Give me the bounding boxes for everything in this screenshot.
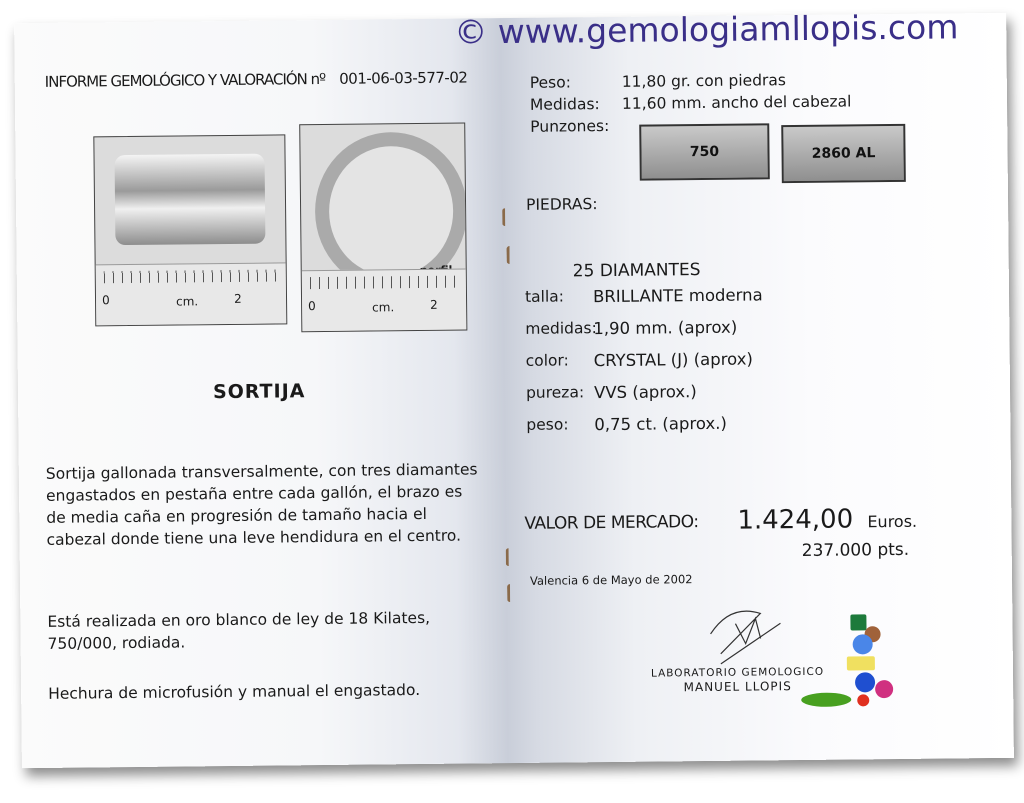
stone-row-label: talla: — [524, 287, 565, 306]
ruler — [302, 268, 467, 331]
hallmark-stamp-maker: 2860 AL — [781, 124, 906, 183]
stone-row-label: medidas: — [525, 319, 597, 338]
medidas-label: Medidas: — [529, 95, 600, 114]
certificate-document — [14, 7, 1014, 768]
euros-unit: Euros. — [867, 511, 918, 532]
ruler-two: 2 — [233, 291, 242, 306]
piedras-label: PIEDRAS: — [525, 195, 598, 214]
lab-line1: LABORATORIO GEMOLOGICO — [650, 665, 825, 680]
stones-table — [524, 285, 763, 448]
issue-date: Valencia 6 de Mayo de 2002 — [529, 572, 693, 588]
market-value-pesetas: 237.000 pts. — [801, 539, 910, 561]
market-value-euros: 1.424,00 — [737, 504, 854, 536]
stone-row-value: CRYSTAL (J) (aprox) — [593, 349, 754, 371]
ring-profile-photo — [299, 122, 467, 332]
gemstones-logo — [780, 614, 891, 715]
stone-row-label: peso: — [526, 415, 569, 434]
report-title-text: INFORME GEMOLÓGICO Y VALORACIÓN nº — [44, 69, 326, 91]
signature — [700, 593, 791, 674]
stone-row-value: BRILLANTE moderna — [592, 285, 763, 307]
ruler-unit: cm. — [175, 294, 199, 309]
ruler — [96, 262, 287, 325]
peso-value: 11,80 gr. con piedras — [621, 71, 787, 91]
ruler-zero: 0 — [101, 293, 110, 308]
material-paragraph: Está realizada en oro blanco de ley de 18 Kilates, 750/000, rodiada. — [47, 608, 431, 653]
piece-title: SORTIJA — [212, 380, 306, 404]
staple — [507, 584, 513, 602]
description-paragraph: Sortija gallonada transversalmente, con tres diamantes engastados en pestaña entre cada gallón, el brazo es de media caña en progresión de tamaño hacia el cabezal donde tiene una leve hendidura en el centro. — [45, 460, 478, 549]
staple — [502, 208, 508, 226]
market-value-label: VALOR DE MERCADO: — [524, 512, 699, 534]
lab-line2: MANUEL LLOPIS — [683, 679, 792, 695]
stone-row-value: 1,90 mm. (aprox) — [593, 317, 738, 339]
punzones-label: Punzones: — [530, 116, 610, 136]
peso-label: Peso: — [529, 73, 571, 92]
stone-row-value: 0,75 ct. (aprox.) — [594, 413, 727, 435]
report-number: 001-06-03-577-02 — [339, 68, 468, 88]
stone-row-label: pureza: — [525, 383, 585, 402]
medidas-value: 11,60 mm. ancho del cabezal — [621, 92, 852, 113]
ruler-two: 2 — [430, 297, 438, 312]
staple — [506, 246, 512, 264]
ring-front-photo — [93, 134, 287, 326]
watermark: © www.gemologiamllopis.com — [454, 7, 959, 52]
ring-front-image — [115, 154, 266, 246]
stones-heading: 25 DIAMANTES — [572, 260, 701, 282]
staple — [506, 548, 512, 566]
hallmark-stamp-750: 750 — [639, 123, 770, 180]
ruler-zero: 0 — [308, 299, 316, 314]
stone-row-label: color: — [525, 351, 569, 370]
workmanship-paragraph: Hechura de microfusión y manual el engastado. — [48, 681, 421, 703]
report-title — [45, 68, 468, 90]
ruler-unit: cm. — [372, 300, 395, 315]
stone-row-value: VVS (aprox.) — [593, 382, 697, 403]
